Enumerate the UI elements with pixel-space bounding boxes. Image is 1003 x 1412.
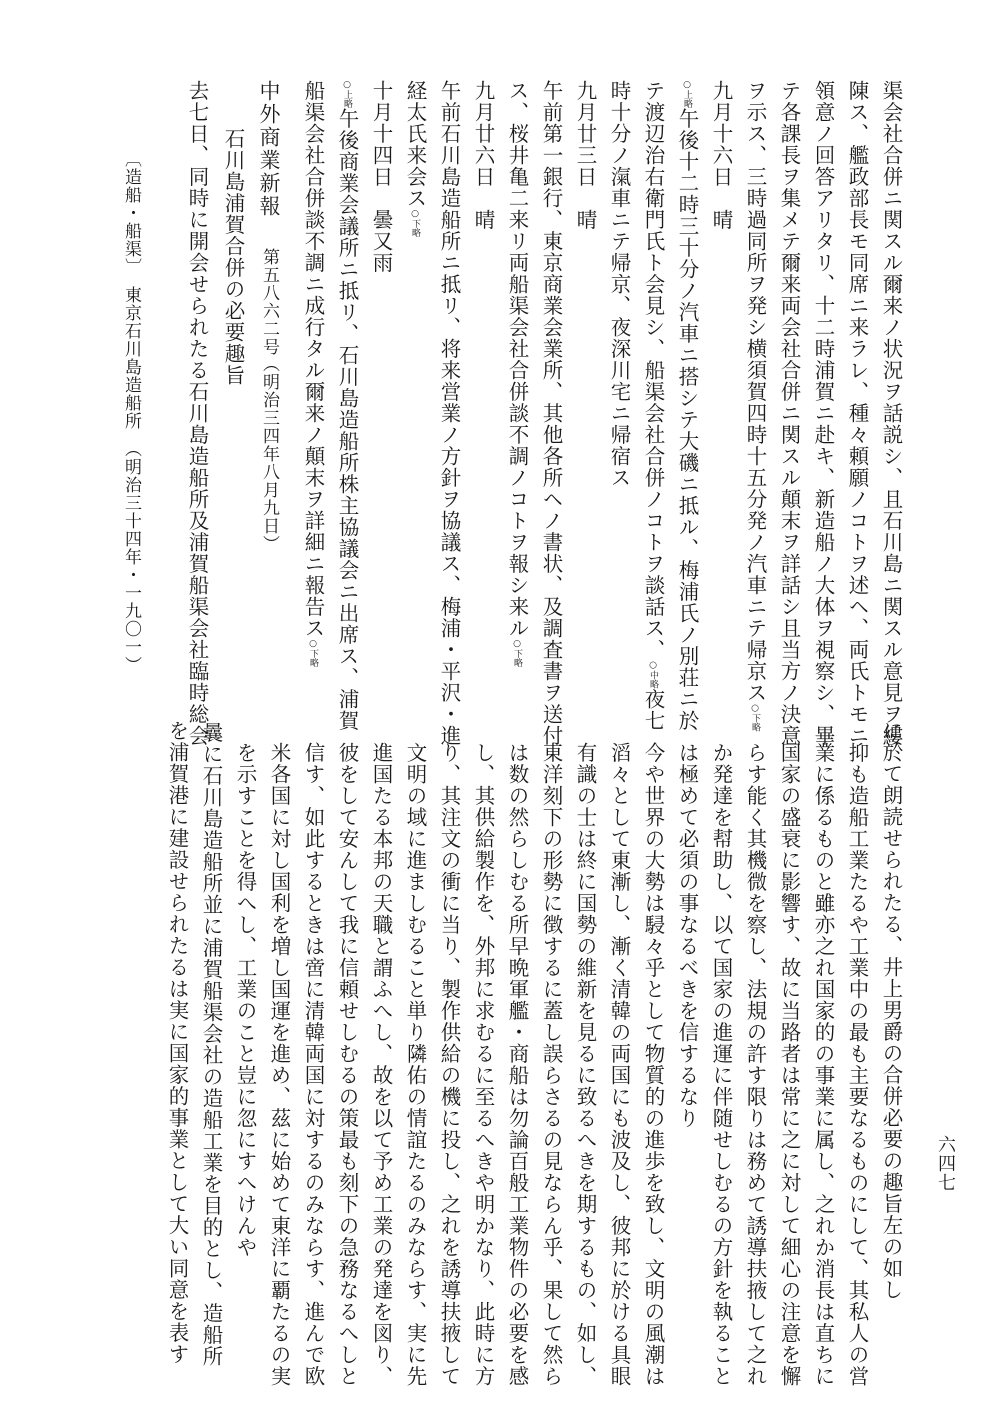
omit-note: ○下略 [512,639,522,667]
upper-col-8-tail: 夜七 [641,688,665,732]
running-head-category: 〔造船・船渠〕 [121,150,141,276]
lower-col-4: 国家の盛衰に影響す、故に当路者は常に之に対して細心の注意を懈 [777,742,801,1387]
upper-col-17-text: 午後商業会議所ニ抵リ、石川島造船所株主協議会ニ出席ス、浦賀 [335,108,359,732]
lower-col-10: 有識の士は終に国勢の維新を見るに致るへきを期するもの、如し、 [573,742,597,1387]
lower-col-9: 滔々として東漸し、漸く清韓の両国にも波及し、彼邦に於ける具眼 [607,742,631,1387]
lower-col-13: し、其供給製作を、外邦に求むるに至るへきや明かなり、此時に方 [471,742,495,1387]
upper-col-1: 渠会社合併ニ関スル爾来ノ状況ヲ話説シ、且石川島ニ関スル意見ヲ縷 [879,80,903,747]
upper-col-4: テ各課長ヲ集メテ爾来両会社合併ニ関スル顛末ヲ詳話シ且当方ノ決意 [777,80,801,747]
lower-col-12: は数の然らしむる所早晩軍艦・商船は勿論百般工業物件の必要を感 [505,742,529,1387]
diary-date-sep16: 九月十六日 晴 [709,80,733,231]
lower-col-1: に於て朗読せられたる、井上男爵の合併必要の趣旨左の如し [879,720,903,1301]
running-head-year: （明治三十四年・一九〇一） [121,440,141,674]
upper-col-8-text: テ渡辺治右衛門氏ト会見シ、船渠会社合併ノコトヲ談話ス、 [641,80,665,661]
lower-col-20: を示すことを得へし、工業のこと豈に忽にすへけんや [233,742,257,1258]
upper-col-7 [677,80,698,732]
upper-col-18 [303,80,324,667]
lower-col-14: り、其注文の衝に当り、製作供給の機に投し、之れを誘導扶掖して [437,742,461,1387]
upper-col-15-text: 経太氏来会ス [403,80,427,209]
upper-col-14: 午前石川島造船所ニ抵リ、将来営業ノ方針ヲ協議ス、梅浦・平沢・進 [437,80,461,747]
upper-col-12-text: ス、桜井亀二来リ両船渠会社合併談不調ノコトヲ報シ来ル [505,80,529,639]
upper-col-11: 午前第一銀行、東京商業会業所、其他各所ヘノ書状、及調査書ヲ送付 [539,80,563,747]
lower-col-2: 抑も造船工業たるや工業中の最も主要なるものにして、其私人の営 [845,742,869,1387]
upper-col-3: 領意ノ回答アリタリ、十二時浦賀ニ赴キ、新造船ノ大体ヲ視察シ、畢 [811,80,835,747]
lower-col-3: 業に係るものと雖亦之れ国家的の事業に属し、之れか消長は直ちに [811,742,835,1387]
diary-date-oct14: 十月十四日 曇又雨 [369,80,393,274]
diary-date-sep23: 九月廿三日 晴 [573,80,597,231]
upper-col-9: 時十分ノ滊車ニテ帰京、夜深川宅ニ帰宿ス [607,80,631,489]
omit-note: ○上略 [682,80,692,108]
lower-col-22: を浦賀港に建設せられたるは実に国家的事業として大い同意を表す [165,720,189,1365]
lower-col-15: 文明の域に進ましむること単り隣佑の情誼たるのみならす、実に先 [403,742,427,1387]
running-head-company: 東京石川島造船所 [121,286,141,430]
lower-col-21: 曩に石川島造船所並に浦賀船渠会社の造船工業を目的とし、造船所 [199,722,223,1367]
omit-note: ○上略 [342,80,352,108]
upper-col-15 [405,80,426,237]
lower-col-11: 東洋刻下の形勢に徴するに蓋し誤らさるの見ならん乎、果して然ら [539,742,563,1387]
lower-col-18: 信す、如此するときは啻に清韓両国に対するのみならす、進んで欧 [301,742,325,1387]
upper-col-8 [643,80,664,732]
source-issue: 第五八六二号 [259,248,279,356]
diary-date-sep26: 九月廿六日 晴 [471,80,495,231]
lower-col-16: 進国たる本邦の天職と謂ふへし、故を以て予め工業の発達を図り、 [369,742,393,1387]
lower-col-5: らす能く其機微を察し、法規の許す限りは務めて誘導扶掖して之れ [743,742,767,1387]
page-number: 六四七 [935,1135,956,1192]
omit-note: ○中略 [648,660,658,689]
lower-col-8: 今や世界の大勢は駸々乎として物質的の進歩を致し、文明の風潮は [641,742,665,1387]
upper-col-2: 陳ス、艦政部長モ同席ニ来ラレ、種々頼願ノコトヲ述ヘ、両氏トモニ [845,80,869,747]
omit-note: ○下略 [410,209,420,237]
source-title: 中外商業新報 [257,80,281,218]
upper-col-5 [745,80,766,732]
article-heading: 石川島浦賀合併の必要趣旨 [221,128,245,386]
article-body-line1: 去七日、同時に開会せられたる石川島造船所及浦賀船渠会社臨時総会 [185,80,209,747]
source-date: （明治三四年八月九日） [259,355,279,553]
omit-note: ○下略 [308,639,318,667]
omit-note: ○下略 [750,703,760,732]
upper-col-17 [337,80,358,732]
lower-col-17: 彼をして安んして我に信頼せしむるの策最も刻下の急務なるへしと [335,742,359,1387]
upper-col-5-text: ヲ示ス、三時過同所ヲ発シ横須賀四時十五分発ノ汽車ニテ帰京ス [743,80,767,704]
upper-col-7-text: 午後十二時三十分ノ汽車ニ搭シテ大磯ニ抵ル、梅浦氏ノ別荘ニ於 [675,108,699,732]
lower-col-6: か発達を幇助し、以て国家の進運に伴随せしむるの方針を執ること [709,742,733,1387]
upper-col-18-text: 船渠会社合併談不調ニ成行タル爾来ノ顛末ヲ詳細ニ報告ス [301,80,325,639]
lower-col-19: 米各国に対し国利を増し国運を進め、茲に始めて東洋に覇たるの実 [267,742,291,1387]
upper-col-12 [507,80,528,667]
lower-col-7: は極めて必須の事なるべきを信するなり [675,742,699,1129]
